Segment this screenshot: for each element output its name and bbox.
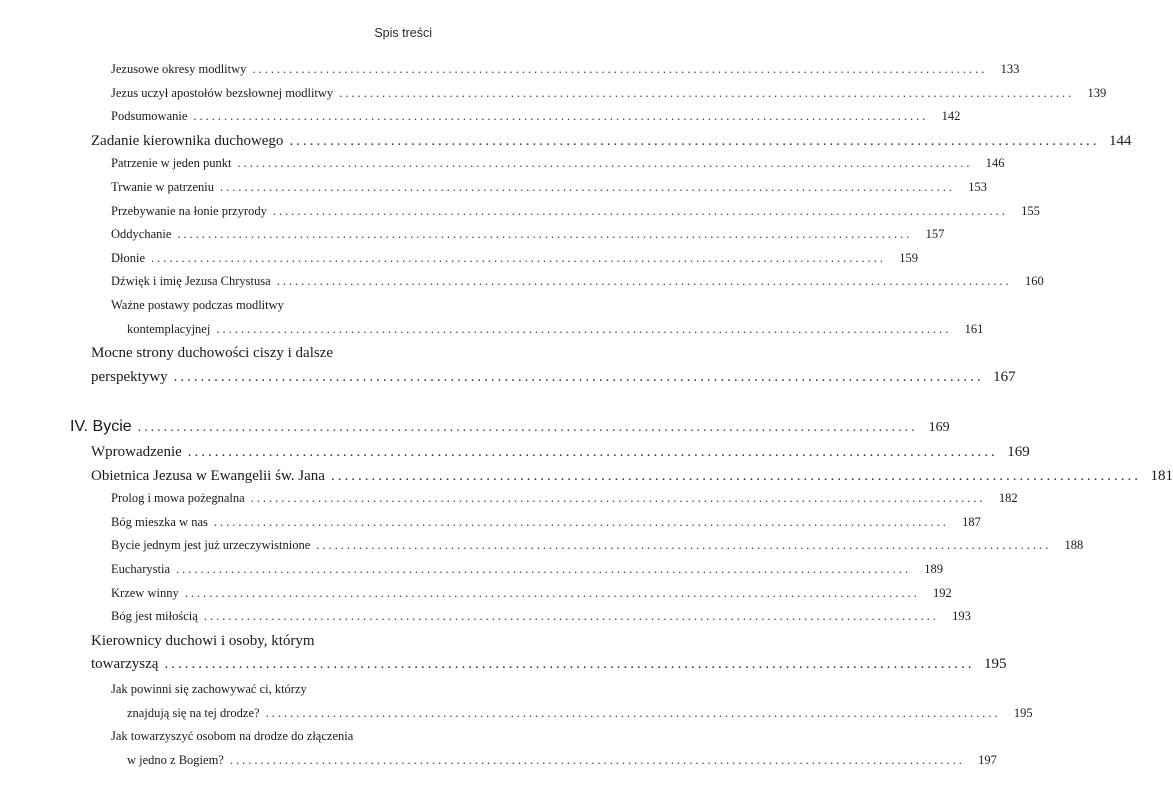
toc-entry-title: Jezusowe okresy modlitwy [111,62,247,76]
dot-leader: ........................................................................................................................ [203,609,939,624]
toc-page-number: 167 [993,368,1016,385]
toc-entry-title: Eucharystia [111,562,171,576]
toc-entry-title: Jak powinni się zachowywać ci, którzy [111,682,307,696]
running-header: Spis treści [374,26,432,40]
dot-leader: ........................................................................................................................ [177,227,913,242]
toc-entry-title: znajdują się na tej drodze? [127,705,260,720]
dot-leader: ........................................................................................................................ [289,132,1100,149]
toc-entry-title: Obietnica Jezusa w Ewangelii św. Jana [91,467,325,484]
toc-entry-title: Oddychanie [111,227,172,242]
toc-page-number: 189 [924,562,944,576]
toc-entry-title: Podsumowanie [111,109,188,124]
dot-leader: ........................................................................................................................ [193,109,929,124]
dot-leader: ........................................................................................................................ [252,62,988,76]
dot-leader: ........................................................................................................................ [184,585,920,600]
toc-page-number: 181 [1150,467,1173,484]
toc-entry-title: Bycie jednym jest już urzeczywistnione [111,538,311,553]
dot-leader: ........................................................................................................................ [229,752,965,767]
toc-entry-title: Wprowadzenie [91,444,182,460]
toc-page-number: 182 [998,491,1018,506]
dot-leader: ........................................................................................................................ [250,491,986,506]
toc-entry-title: Zadanie kierownika duchowego [91,132,284,149]
toc-page-number: 169 [928,420,950,436]
toc-entry-title: Dźwięk i imię Jezusa Chrystusa [111,274,271,289]
dot-leader: ........................................................................................................................ [330,467,1141,484]
dot-leader: ........................................................................................................................ [216,321,952,336]
toc-page-number: 153 [968,180,987,194]
toc-page-number: 160 [1024,274,1044,289]
toc-page-number: 197 [978,752,997,767]
toc-page-number: 195 [1013,705,1033,720]
toc-entry-title: Przebywanie na łonie przyrody [111,203,267,218]
toc-entry-title: Ważne postawy podczas modlitwy [111,298,284,312]
toc-page-number: 139 [1087,85,1107,100]
toc-page-number: 195 [983,656,1007,673]
toc-page-number: 133 [1000,62,1020,76]
toc-entry-title: kontemplacyjnej [127,321,211,336]
toc-page-number: 159 [899,250,919,265]
toc-entry-title: towarzyszą [91,656,159,673]
toc-entry-title: Krzew winny [111,585,179,600]
toc-entry-title: Jak towarzyszyć osobom na drodze do złączenia [111,729,354,744]
toc-page-number: 193 [952,609,971,624]
toc-page-number: 192 [932,585,952,600]
toc-entry-title: w jedno z Bogiem? [127,752,224,767]
toc-entry-title: Bóg jest miłością [111,609,198,624]
dot-leader: ........................................................................................................................ [164,656,975,673]
dot-leader: ........................................................................................................................ [276,274,1012,289]
toc-page-number: 187 [962,514,981,529]
dot-leader: ........................................................................................................................ [237,156,973,171]
dot-leader: ........................................................................................................................ [176,562,912,576]
toc-page-number: 157 [925,227,945,242]
dot-leader: ........................................................................................................................ [220,180,955,194]
toc-entry-title: Trwanie w patrzeniu [111,180,214,194]
toc-page-number: 155 [1021,203,1040,218]
toc-entry-title: Jezus uczył apostołów bezsłownej modlitwy [111,85,334,100]
toc-entry-title: Patrzenie w jeden punkt [111,156,232,171]
toc-entry-title: Prolog i mowa pożegnalna [111,491,245,506]
toc-entry-title: Kierownicy duchowi i osoby, którym [91,632,315,649]
dot-leader: ........................................................................................................................ [316,538,1052,553]
dot-leader: ........................................................................................................................ [173,368,984,385]
toc-entry-title: IV. Bycie [70,418,132,436]
dot-leader: ........................................................................................................................ [272,203,1008,218]
toc-entry-title: Bóg mieszka w nas [111,514,208,529]
toc-page-number: 144 [1108,132,1132,149]
toc-page-number: 188 [1064,538,1084,553]
toc-page-number: 146 [985,156,1005,171]
dot-leader: ........................................................................................................................ [213,514,949,529]
dot-leader: ........................................................................................................................ [265,705,1001,720]
toc-entry-title: Mocne strony duchowości ciszy i dalsze [91,345,334,362]
dot-leader: ........................................................................................................................ [339,85,1075,100]
toc-entry-title: perspektywy [91,368,168,385]
dot-leader: ........................................................................................................................ [187,444,998,460]
toc-page-number: 161 [964,321,984,336]
dot-leader: ........................................................................................................................ [137,420,918,436]
dot-leader: ........................................................................................................................ [151,250,887,265]
toc-entry-title: Dłonie [111,250,146,265]
toc-page-number: 169 [1007,444,1030,460]
toc-page-number: 142 [941,109,961,124]
